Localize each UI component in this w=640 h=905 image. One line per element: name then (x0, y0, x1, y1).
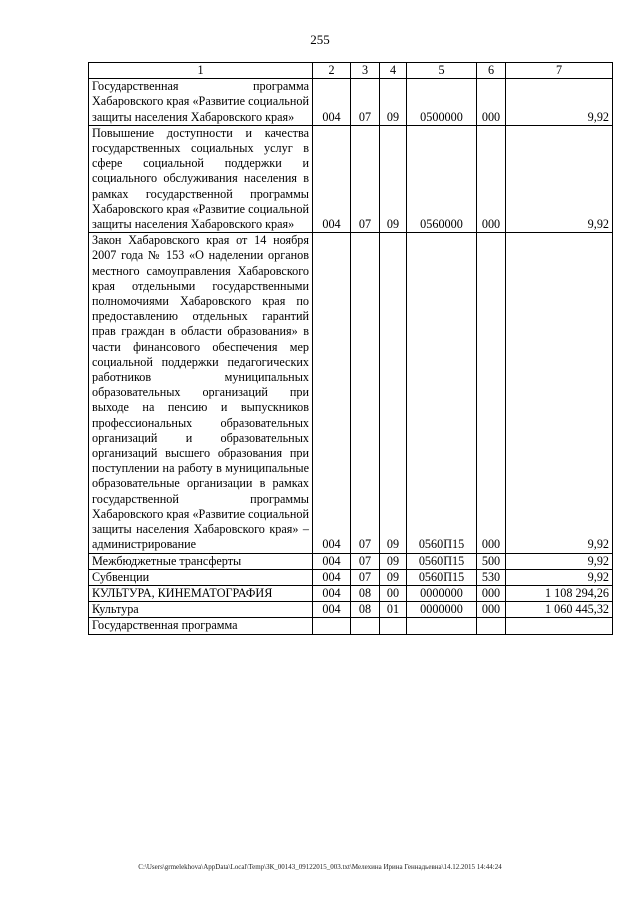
table-row (89, 553, 613, 569)
table-row (89, 233, 613, 553)
column-header: 4 (380, 63, 407, 79)
table-row (89, 602, 613, 618)
column-header: 7 (506, 63, 613, 79)
row-name: Субвенции (89, 569, 313, 585)
row-target-code (407, 618, 477, 634)
column-header: 2 (313, 63, 351, 79)
row-amount: 1 060 445,32 (506, 602, 613, 618)
row-amount: 9,92 (506, 125, 613, 232)
row-name: КУЛЬТУРА, КИНЕМАТОГРАФИЯ (89, 585, 313, 601)
row-ministry-code: 004 (313, 569, 351, 585)
row-amount: 9,92 (506, 569, 613, 585)
row-ministry-code: 004 (313, 553, 351, 569)
row-section-code: 07 (351, 553, 380, 569)
row-ministry-code: 004 (313, 79, 351, 126)
row-subsection-code: 09 (380, 125, 407, 232)
row-ministry-code: 004 (313, 585, 351, 601)
footer-file-path: C:\Users\grmelekhova\AppData\Local\Temp\ЗК_00143_09122015_003.txt\Мелехина Ирина Геннадьевна\14.12.2015 14:44:24 (138, 863, 502, 871)
table-row (89, 569, 613, 585)
row-expense-code: 000 (477, 585, 506, 601)
row-amount (506, 618, 613, 634)
table-row (89, 618, 613, 634)
column-header: 3 (351, 63, 380, 79)
column-header: 5 (407, 63, 477, 79)
row-expense-code: 500 (477, 553, 506, 569)
row-target-code: 0000000 (407, 585, 477, 601)
row-ministry-code: 004 (313, 602, 351, 618)
row-subsection-code: 00 (380, 585, 407, 601)
row-name: Государственная программа (89, 618, 313, 634)
row-amount: 9,92 (506, 553, 613, 569)
table-row (89, 79, 613, 126)
row-subsection-code: 09 (380, 553, 407, 569)
row-subsection-code (380, 618, 407, 634)
row-subsection-code: 09 (380, 79, 407, 126)
row-target-code: 0560000 (407, 125, 477, 232)
row-section-code (351, 618, 380, 634)
row-name: Повышение доступности и качества государственных социальных услуг в сфере социальной поддержки и социального обслуживания населения в рамках государственной программы Хабаровского края «Развитие социальной защиты населения Хабаровского края» (89, 125, 313, 232)
table-header-row (89, 63, 613, 79)
row-name: Закон Хабаровского края от 14 ноября 2007 года № 153 «О наделении органов местного самоуправления Хабаровского края отдельными государственными полномочиями Хабаровского края по предоставлению отдельных гарантий прав граждан в области образования» в части финансового обеспечения мер социальной поддержки педагогических работников муниципальных образовательных организаций при выходе на пенсию и выпускников профессиональных образовательных организаций и образовательных организаций высшего образования при поступлении на работу в муниципальные образовательные организации в рамках государственной программы Хабаровского края «Развитие социальной защиты населения Хабаровского края» – администрирование (89, 233, 313, 553)
page-number: 255 (310, 32, 330, 47)
row-target-code: 0000000 (407, 602, 477, 618)
row-expense-code (477, 618, 506, 634)
row-target-code: 0500000 (407, 79, 477, 126)
row-ministry-code: 004 (313, 233, 351, 553)
row-amount: 9,92 (506, 79, 613, 126)
row-name: Государственная программа Хабаровского края «Развитие социальной защиты населения Хабаровского края» (89, 79, 313, 126)
row-section-code: 07 (351, 233, 380, 553)
row-section-code: 08 (351, 585, 380, 601)
table-row (89, 125, 613, 232)
row-expense-code: 000 (477, 233, 506, 553)
row-name: Межбюджетные трансферты (89, 553, 313, 569)
column-header: 6 (477, 63, 506, 79)
row-subsection-code: 09 (380, 569, 407, 585)
row-section-code: 07 (351, 569, 380, 585)
row-target-code: 0560П15 (407, 233, 477, 553)
row-amount: 1 108 294,26 (506, 585, 613, 601)
row-expense-code: 530 (477, 569, 506, 585)
row-subsection-code: 09 (380, 233, 407, 553)
row-ministry-code: 004 (313, 125, 351, 232)
table-row (89, 585, 613, 601)
row-section-code: 07 (351, 125, 380, 232)
row-ministry-code (313, 618, 351, 634)
row-expense-code: 000 (477, 602, 506, 618)
budget-table (88, 62, 613, 635)
row-target-code: 0560П15 (407, 553, 477, 569)
row-amount: 9,92 (506, 233, 613, 553)
row-name: Культура (89, 602, 313, 618)
row-section-code: 08 (351, 602, 380, 618)
row-expense-code: 000 (477, 79, 506, 126)
column-header: 1 (89, 63, 313, 79)
row-subsection-code: 01 (380, 602, 407, 618)
row-expense-code: 000 (477, 125, 506, 232)
row-section-code: 07 (351, 79, 380, 126)
row-target-code: 0560П15 (407, 569, 477, 585)
